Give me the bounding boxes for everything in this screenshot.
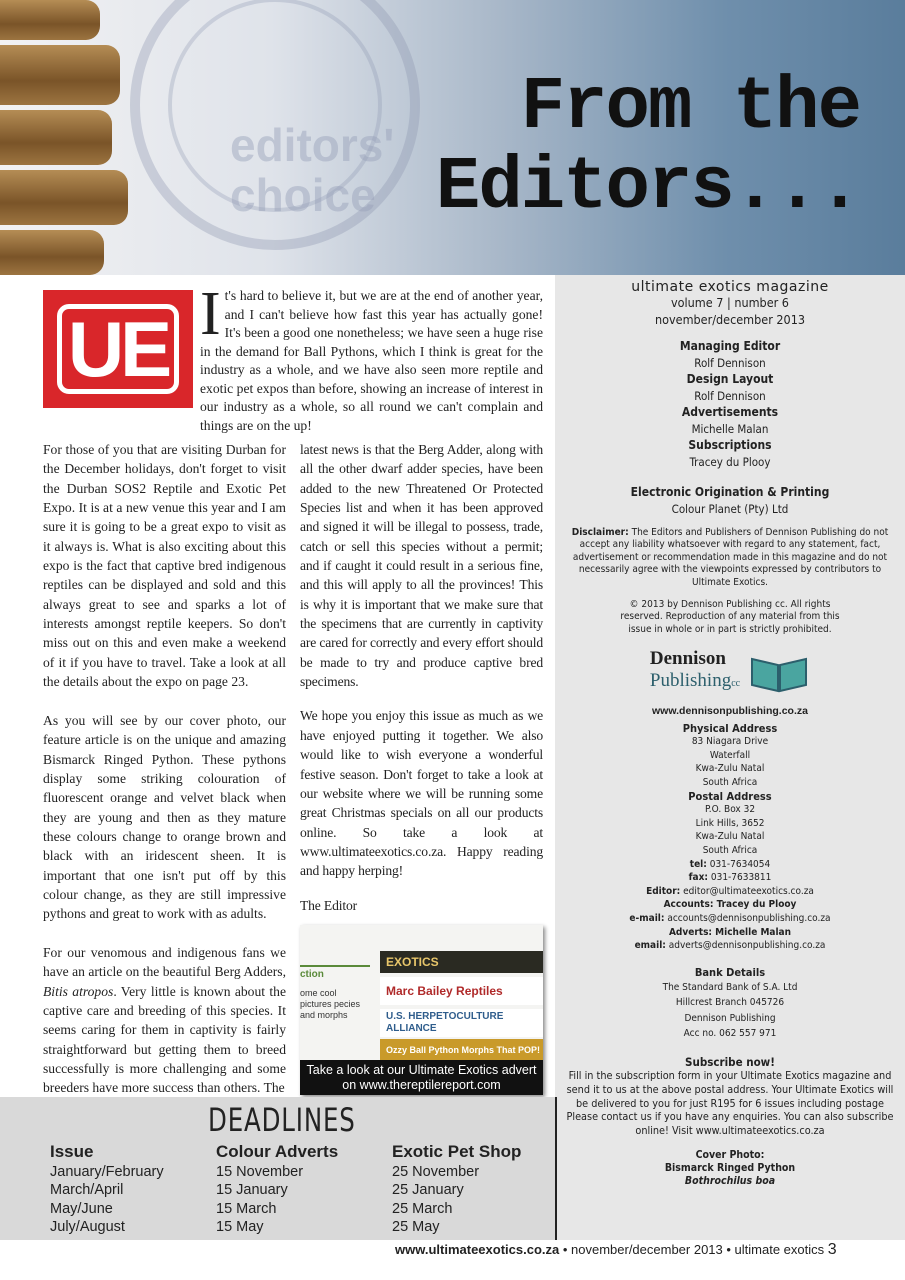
paragraph: For those of you that are visiting Durban for the December holidays, don't forget to visit the Durban SOS2 Reptile and Exotic Pet Expo. It is at a new venue this year and I am sure it is going to be a great expo to visit as it always is. What is also exciting about this expo is the fact that captive bred indigenous reptiles can be displayed and sold and this always great to see and sparks a lot of interests amongst reptile keepers. So don't miss out on this and even make a weekend of it if you have to travel. Take a look at all the details about the expo on page 23. xyxy=(43,442,286,690)
credit-role: Managing Editor xyxy=(679,339,781,353)
ue-logo: UE xyxy=(43,290,193,408)
disclaimer: Disclaimer: The Editors and Publishers of Dennison Publishing do not accept any liability whatsoever with regard to any statement, fact, advertisement or recommendation made in this magazine and do not necessarily agree with the viewpoints expressed by contributors to Ultimate Exotics. xyxy=(571,527,889,588)
page-number: 3 xyxy=(827,1241,837,1258)
address-label: Postal Address xyxy=(688,789,772,803)
books-image xyxy=(0,0,130,275)
article-column-1 xyxy=(43,440,286,1117)
colour-adverts-column: Colour Adverts 15 November 15 January 15 March 15 May xyxy=(216,1142,339,1236)
copyright: © 2013 by Dennison Publishing cc. All rights reserved. Reproduction of any material from this issue in whole or in part is strictly prohibited. xyxy=(620,599,840,635)
advert-caption: Take a look at our Ultimate Exotics advert on www.thereptilereport.com xyxy=(300,1060,543,1095)
publisher-website[interactable]: www.dennisonpublishing.co.za xyxy=(652,705,808,718)
subscribe-text: Fill in the subscription form in your Ultimate Exotics magazine and send it to us at the above postal address. Your Ultimate Exotics will be delivered to you for just R195 for 6 issues including postage Please contact us if you have any enquiries. You can also subscribe online! Visit www.ultimateexotics.co.za xyxy=(566,1069,894,1137)
exotic-pet-shop-column: Exotic Pet Shop 25 November 25 January 25 March 25 May xyxy=(392,1142,522,1236)
banner-ozzy: Ozzy Ball Python Morphs That POP! xyxy=(380,1039,543,1061)
banner-usha: U.S. HERPETOCULTURE ALLIANCE xyxy=(380,1009,543,1037)
magazine-name: ultimate exotics magazine xyxy=(631,279,829,295)
intro-paragraph: It's hard to believe it, but we are at the end of another year, and I can't believe how fast this year has actually gone! It's been a good one nonetheless; we have seen a huge rise in the demand for Ball Pythons, which I think is great for the industry as a whole, and we have also seen more reptile and exotic pet expos than before, showing an increase of interest in our industry as a whole, so all round we can't complain and things are on the up! xyxy=(200,280,543,433)
banner-marc-bailey: Marc Bailey Reptiles xyxy=(380,977,543,1005)
issue-column: Issue January/February March/April May/June July/August xyxy=(50,1142,164,1236)
contacts: tel: 031-7634054 fax: 031-7633811 Editor: editor@ultimateexotics.co.za Accounts: Tracey du Plooy e-mail: accounts@dennisonpublishing.co.za Adverts: Michelle Malan email: adverts@dennisonpublishing.co.za xyxy=(629,858,831,952)
masthead-sidebar xyxy=(555,275,905,1240)
dennison-publishing-logo: Dennison Publishingcc xyxy=(555,648,905,695)
printing-label: Electronic Origination & Printing xyxy=(630,485,830,499)
book-icon xyxy=(748,651,810,693)
page-header xyxy=(0,0,905,275)
address-label: Physical Address xyxy=(682,721,778,735)
subscribe-label: Subscribe now! xyxy=(685,1055,775,1070)
credit-role: Design Layout xyxy=(686,372,774,386)
physical-address: 83 Niagara Drive Waterfall Kwa-Zulu Natal South Africa xyxy=(691,736,769,789)
cover-label: Cover Photo: xyxy=(695,1149,765,1162)
drop-cap: I xyxy=(200,280,221,348)
postal-address: P.O. Box 32 Link Hills, 3652 Kwa-Zulu Natal South Africa xyxy=(695,804,765,856)
credit-name: Rolf Dennison xyxy=(694,388,766,403)
credit-name: Tracey du Plooy xyxy=(689,454,771,469)
divider xyxy=(555,1097,557,1240)
bank-details: The Standard Bank of S.A. Ltd Hillcrest Branch 045726 Dennison Publishing Acc no. 062 557 971 xyxy=(662,981,798,1039)
paragraph: For our venomous and indigenous fans we have an article on the beautiful Berg Adders, Bitis atropos. Very little is known about the captive care and breeding of this species. It seems caring for them in captivity is fairly straightforward but getting them to breed successfully is more challenging and some breeders have more success than others. The xyxy=(43,944,286,1096)
banner-exotics: EXOTICS xyxy=(380,951,543,973)
paragraph: We hope you enjoy this issue as much as we have enjoyed putting it together. We also would like to wish everyone a wonderful festive season. Don't forget to take a look at our website where we will be running some great Christmas specials on all our products online. So take a look at www.ultimateexotics.co.za. Happy reading and happy herping! xyxy=(300,708,543,879)
credit-role: Advertisements xyxy=(681,405,779,419)
footer-website[interactable]: www.ultimateexotics.co.za xyxy=(395,1242,560,1257)
article-column-2 xyxy=(300,440,543,1095)
credit-role: Subscriptions xyxy=(688,438,772,452)
deadlines-panel xyxy=(0,1097,555,1240)
cover-name: Bismarck Ringed Python xyxy=(664,1162,796,1175)
website-advert-image: ction ome cool pictures pecies and morphs EXOTICS Marc Bailey Reptiles U.S. HERPETOCULTURE ALLIANCE Ozzy Ball Python Morphs That POP! Take a look at our Ultimate Exotics advert on www.thereptilereport.com xyxy=(300,925,543,1095)
bank-label: Bank Details xyxy=(694,965,766,979)
signature: The Editor xyxy=(300,897,358,913)
paragraph: As you will see by our cover photo, our feature article is on the unique and amazing Bismarck Ringed Python. These pythons display some striking colouration of fluorescent orange and velvet black when they are young and then as they mature these colours change to orange brown and black with an iridescent sheen. It is important that one isn't put off by this colour change, as they are still impressive pythons and great to work with as adults. xyxy=(43,712,286,922)
page-footer: www.ultimateexotics.co.za • november/december 2013 • ultimate exotics 3 xyxy=(395,1241,837,1258)
stamp-text: editors' choice xyxy=(230,119,395,221)
credit-name: Rolf Dennison xyxy=(694,355,766,370)
paragraph: latest news is that the Berg Adder, along with all the other dwarf adder species, have been added to the new Threatened Or Protected Species list and when it has been approved and signed it will be illegal to possess, trade, catch or sell this species without a permit; and if caught it could result in a serious fine, and this will apply to all the provinces! This is why it is important that we make sure that the specimens that are currently in captivity are cared for correctly and every effort should be made to try and produce captive bred specimens. xyxy=(300,442,543,690)
deadlines-title: DEADLINES xyxy=(208,1101,356,1139)
cover-latin: Bothrochilus boa xyxy=(684,1175,776,1188)
printing-company: Colour Planet (Pty) Ltd xyxy=(671,501,789,516)
credit-name: Michelle Malan xyxy=(691,421,769,436)
page-title: From the Editors... xyxy=(435,66,860,230)
issue-date: november/december 2013 xyxy=(655,311,805,327)
volume: volume 7 | number 6 xyxy=(671,295,789,310)
